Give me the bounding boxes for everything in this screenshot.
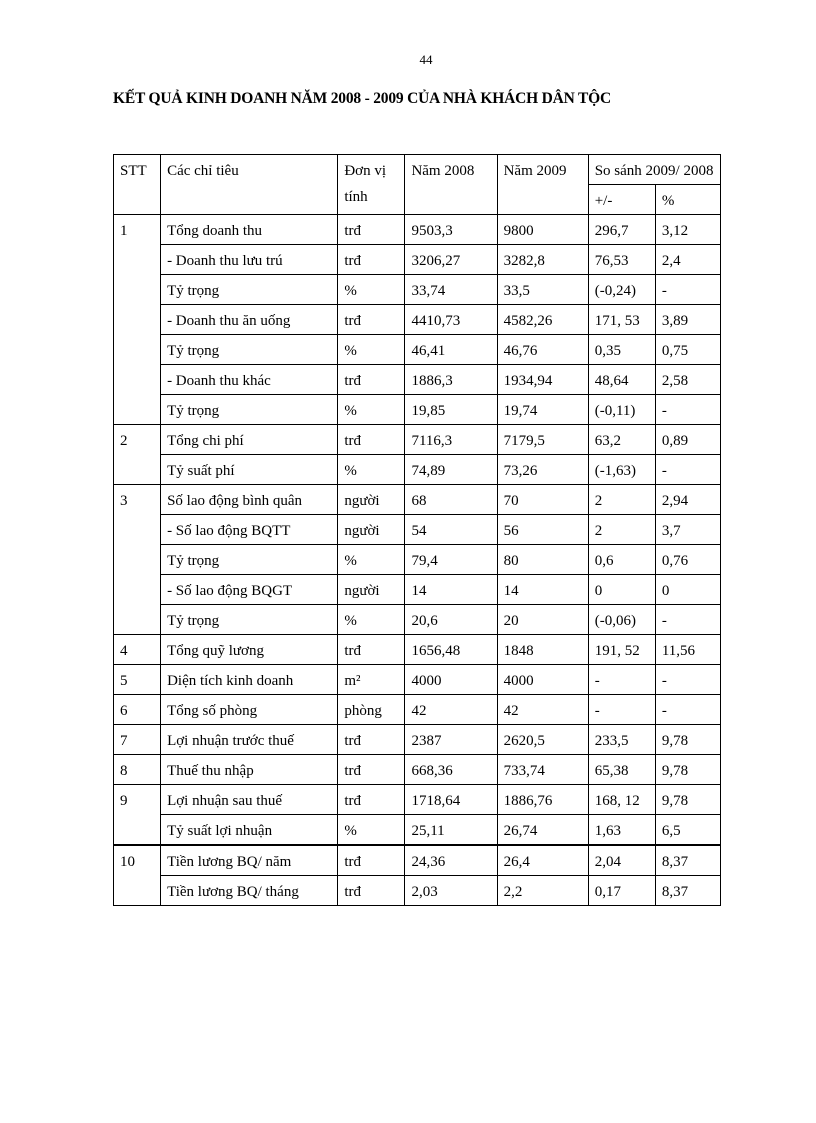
cell-pct: 0,89 bbox=[655, 425, 720, 455]
cell-pct: 2,58 bbox=[655, 365, 720, 395]
table-row bbox=[114, 485, 721, 515]
cell-pct: 9,78 bbox=[655, 755, 720, 785]
cell-stt bbox=[114, 545, 161, 575]
cell-unit: trđ bbox=[338, 635, 405, 665]
table-row bbox=[114, 815, 721, 846]
cell-year-2009: 3282,8 bbox=[497, 245, 588, 275]
cell-indicator: Tỷ trọng bbox=[161, 275, 338, 305]
cell-stt bbox=[114, 815, 161, 846]
cell-pct: - bbox=[655, 605, 720, 635]
table-row bbox=[114, 695, 721, 725]
cell-diff: 0,17 bbox=[588, 876, 655, 906]
cell-diff: - bbox=[588, 695, 655, 725]
table-row bbox=[114, 876, 721, 906]
cell-stt: 5 bbox=[114, 665, 161, 695]
cell-indicator: Diện tích kinh doanh bbox=[161, 665, 338, 695]
table-row bbox=[114, 665, 721, 695]
cell-stt: 6 bbox=[114, 695, 161, 725]
cell-stt: 7 bbox=[114, 725, 161, 755]
cell-diff: (-1,63) bbox=[588, 455, 655, 485]
cell-pct: 0,75 bbox=[655, 335, 720, 365]
cell-year-2008: 25,11 bbox=[405, 815, 497, 846]
cell-unit: trđ bbox=[338, 755, 405, 785]
cell-stt: 3 bbox=[114, 485, 161, 515]
cell-year-2009: 4582,26 bbox=[497, 305, 588, 335]
cell-year-2008: 4410,73 bbox=[405, 305, 497, 335]
cell-indicator: Tổng số phòng bbox=[161, 695, 338, 725]
cell-pct: 2,4 bbox=[655, 245, 720, 275]
cell-year-2008: 42 bbox=[405, 695, 497, 725]
cell-unit: % bbox=[338, 605, 405, 635]
header-stt: STT bbox=[114, 155, 161, 215]
cell-unit: trđ bbox=[338, 245, 405, 275]
table-row bbox=[114, 305, 721, 335]
table-row bbox=[114, 845, 721, 876]
header-unit: Đơn vị tính bbox=[338, 155, 405, 215]
cell-year-2009: 33,5 bbox=[497, 275, 588, 305]
table-row bbox=[114, 725, 721, 755]
cell-indicator: Tỷ trọng bbox=[161, 395, 338, 425]
cell-year-2008: 54 bbox=[405, 515, 497, 545]
cell-year-2009: 19,74 bbox=[497, 395, 588, 425]
cell-pct: - bbox=[655, 275, 720, 305]
header-year-2008: Năm 2008 bbox=[405, 155, 497, 215]
cell-diff: (-0,24) bbox=[588, 275, 655, 305]
cell-indicator: Tỷ trọng bbox=[161, 605, 338, 635]
cell-year-2008: 3206,27 bbox=[405, 245, 497, 275]
cell-year-2008: 19,85 bbox=[405, 395, 497, 425]
cell-diff: 65,38 bbox=[588, 755, 655, 785]
cell-indicator: - Doanh thu khác bbox=[161, 365, 338, 395]
table-row bbox=[114, 395, 721, 425]
table-row bbox=[114, 605, 721, 635]
cell-indicator: Lợi nhuận sau thuế bbox=[161, 785, 338, 815]
cell-stt: 10 bbox=[114, 845, 161, 876]
cell-unit: trđ bbox=[338, 725, 405, 755]
cell-diff: 0,35 bbox=[588, 335, 655, 365]
cell-pct: 3,12 bbox=[655, 215, 720, 245]
cell-pct: 2,94 bbox=[655, 485, 720, 515]
cell-year-2008: 9503,3 bbox=[405, 215, 497, 245]
cell-unit: phòng bbox=[338, 695, 405, 725]
cell-year-2008: 14 bbox=[405, 575, 497, 605]
cell-pct: 9,78 bbox=[655, 785, 720, 815]
cell-indicator: Số lao động bình quân bbox=[161, 485, 338, 515]
cell-year-2008: 2,03 bbox=[405, 876, 497, 906]
cell-indicator: Tổng quỹ lương bbox=[161, 635, 338, 665]
cell-stt bbox=[114, 605, 161, 635]
cell-diff: 2 bbox=[588, 485, 655, 515]
cell-diff: 0 bbox=[588, 575, 655, 605]
cell-year-2009: 73,26 bbox=[497, 455, 588, 485]
cell-year-2009: 14 bbox=[497, 575, 588, 605]
table-row bbox=[114, 545, 721, 575]
cell-unit: m² bbox=[338, 665, 405, 695]
cell-year-2008: 1656,48 bbox=[405, 635, 497, 665]
cell-diff: 171, 53 bbox=[588, 305, 655, 335]
cell-stt bbox=[114, 245, 161, 275]
cell-pct: - bbox=[655, 665, 720, 695]
cell-pct: 3,89 bbox=[655, 305, 720, 335]
cell-diff: 0,6 bbox=[588, 545, 655, 575]
cell-stt: 1 bbox=[114, 215, 161, 245]
cell-stt bbox=[114, 275, 161, 305]
table-row bbox=[114, 215, 721, 245]
cell-year-2009: 26,4 bbox=[497, 845, 588, 876]
cell-pct: 0 bbox=[655, 575, 720, 605]
cell-pct: 3,7 bbox=[655, 515, 720, 545]
cell-year-2008: 1886,3 bbox=[405, 365, 497, 395]
table-row bbox=[114, 245, 721, 275]
cell-stt bbox=[114, 575, 161, 605]
cell-unit: % bbox=[338, 395, 405, 425]
cell-diff: 48,64 bbox=[588, 365, 655, 395]
cell-diff: 63,2 bbox=[588, 425, 655, 455]
cell-indicator: - Doanh thu ăn uống bbox=[161, 305, 338, 335]
cell-year-2008: 668,36 bbox=[405, 755, 497, 785]
cell-pct: 8,37 bbox=[655, 876, 720, 906]
header-compare-text: So sánh 2009/ 2008 bbox=[594, 163, 714, 179]
cell-diff: - bbox=[588, 665, 655, 695]
table-row bbox=[114, 755, 721, 785]
cell-pct: 0,76 bbox=[655, 545, 720, 575]
cell-year-2009: 1886,76 bbox=[497, 785, 588, 815]
table-row bbox=[114, 425, 721, 455]
cell-year-2009: 2,2 bbox=[497, 876, 588, 906]
cell-indicator: Tỷ suất lợi nhuận bbox=[161, 815, 338, 846]
cell-year-2009: 1934,94 bbox=[497, 365, 588, 395]
cell-year-2009: 9800 bbox=[497, 215, 588, 245]
cell-year-2009: 733,74 bbox=[497, 755, 588, 785]
cell-pct: 9,78 bbox=[655, 725, 720, 755]
cell-unit: trđ bbox=[338, 845, 405, 876]
cell-year-2009: 42 bbox=[497, 695, 588, 725]
cell-year-2009: 2620,5 bbox=[497, 725, 588, 755]
cell-year-2008: 4000 bbox=[405, 665, 497, 695]
cell-unit: % bbox=[338, 815, 405, 846]
cell-stt: 2 bbox=[114, 425, 161, 455]
header-diff: +/- bbox=[588, 185, 655, 215]
cell-stt bbox=[114, 395, 161, 425]
cell-year-2009: 46,76 bbox=[497, 335, 588, 365]
cell-year-2008: 68 bbox=[405, 485, 497, 515]
cell-unit: % bbox=[338, 455, 405, 485]
cell-unit: trđ bbox=[338, 365, 405, 395]
table-row bbox=[114, 515, 721, 545]
cell-unit: trđ bbox=[338, 425, 405, 455]
cell-stt: 9 bbox=[114, 785, 161, 815]
cell-year-2009: 26,74 bbox=[497, 815, 588, 846]
cell-indicator: Tỷ trọng bbox=[161, 335, 338, 365]
cell-unit: % bbox=[338, 545, 405, 575]
cell-stt bbox=[114, 365, 161, 395]
cell-year-2009: 4000 bbox=[497, 665, 588, 695]
cell-year-2008: 1718,64 bbox=[405, 785, 497, 815]
cell-indicator: Tỷ suất phí bbox=[161, 455, 338, 485]
cell-diff: 76,53 bbox=[588, 245, 655, 275]
cell-indicator: - Số lao động BQTT bbox=[161, 515, 338, 545]
cell-diff: 2,04 bbox=[588, 845, 655, 876]
cell-year-2008: 33,74 bbox=[405, 275, 497, 305]
cell-year-2008: 2387 bbox=[405, 725, 497, 755]
cell-unit: % bbox=[338, 335, 405, 365]
cell-indicator: - Số lao động BQGT bbox=[161, 575, 338, 605]
cell-indicator: Tỷ trọng bbox=[161, 545, 338, 575]
table-row bbox=[114, 365, 721, 395]
cell-pct: 11,56 bbox=[655, 635, 720, 665]
cell-year-2008: 7116,3 bbox=[405, 425, 497, 455]
cell-diff: 191, 52 bbox=[588, 635, 655, 665]
cell-year-2009: 20 bbox=[497, 605, 588, 635]
cell-unit: trđ bbox=[338, 785, 405, 815]
cell-pct: - bbox=[655, 695, 720, 725]
cell-year-2008: 24,36 bbox=[405, 845, 497, 876]
cell-pct: - bbox=[655, 455, 720, 485]
header-row bbox=[114, 155, 721, 185]
cell-year-2009: 56 bbox=[497, 515, 588, 545]
table-row bbox=[114, 785, 721, 815]
table-row bbox=[114, 275, 721, 305]
header-pct: % bbox=[655, 185, 720, 215]
table-row bbox=[114, 575, 721, 605]
business-results-table bbox=[113, 154, 721, 906]
cell-year-2008: 74,89 bbox=[405, 455, 497, 485]
cell-indicator: Tiền lương BQ/ năm bbox=[161, 845, 338, 876]
cell-indicator: Tiền lương BQ/ tháng bbox=[161, 876, 338, 906]
cell-unit: trđ bbox=[338, 876, 405, 906]
cell-diff: (-0,11) bbox=[588, 395, 655, 425]
cell-year-2008: 79,4 bbox=[405, 545, 497, 575]
cell-indicator: Tổng chi phí bbox=[161, 425, 338, 455]
cell-stt bbox=[114, 335, 161, 365]
cell-indicator: Tổng doanh thu bbox=[161, 215, 338, 245]
cell-stt bbox=[114, 876, 161, 906]
cell-year-2009: 80 bbox=[497, 545, 588, 575]
cell-pct: - bbox=[655, 395, 720, 425]
cell-diff: 168, 12 bbox=[588, 785, 655, 815]
cell-unit: người bbox=[338, 575, 405, 605]
cell-year-2009: 70 bbox=[497, 485, 588, 515]
cell-stt: 8 bbox=[114, 755, 161, 785]
cell-stt bbox=[114, 515, 161, 545]
cell-year-2009: 7179,5 bbox=[497, 425, 588, 455]
cell-indicator: - Doanh thu lưu trú bbox=[161, 245, 338, 275]
page-title: KẾT QUẢ KINH DOANH NĂM 2008 - 2009 CỦA NHÀ KHÁCH DÂN TỘC bbox=[113, 90, 612, 107]
cell-diff: 296,7 bbox=[588, 215, 655, 245]
cell-diff: 2 bbox=[588, 515, 655, 545]
cell-year-2009: 1848 bbox=[497, 635, 588, 665]
cell-stt: 4 bbox=[114, 635, 161, 665]
cell-indicator: Thuế thu nhập bbox=[161, 755, 338, 785]
table-row bbox=[114, 635, 721, 665]
cell-year-2008: 20,6 bbox=[405, 605, 497, 635]
cell-unit: người bbox=[338, 485, 405, 515]
cell-diff: 233,5 bbox=[588, 725, 655, 755]
header-compare bbox=[588, 155, 720, 185]
table-row bbox=[114, 335, 721, 365]
cell-year-2008: 46,41 bbox=[405, 335, 497, 365]
page-number: 44 bbox=[419, 52, 433, 67]
cell-stt bbox=[114, 455, 161, 485]
table-row bbox=[114, 455, 721, 485]
cell-unit: người bbox=[338, 515, 405, 545]
cell-stt bbox=[114, 305, 161, 335]
cell-indicator: Lợi nhuận trước thuế bbox=[161, 725, 338, 755]
cell-unit: trđ bbox=[338, 305, 405, 335]
header-indicator: Các chỉ tiêu bbox=[161, 155, 338, 215]
cell-pct: 8,37 bbox=[655, 845, 720, 876]
header-year-2009: Năm 2009 bbox=[497, 155, 588, 215]
cell-diff: 1,63 bbox=[588, 815, 655, 846]
cell-pct: 6,5 bbox=[655, 815, 720, 846]
cell-unit: % bbox=[338, 275, 405, 305]
cell-diff: (-0,06) bbox=[588, 605, 655, 635]
cell-unit: trđ bbox=[338, 215, 405, 245]
